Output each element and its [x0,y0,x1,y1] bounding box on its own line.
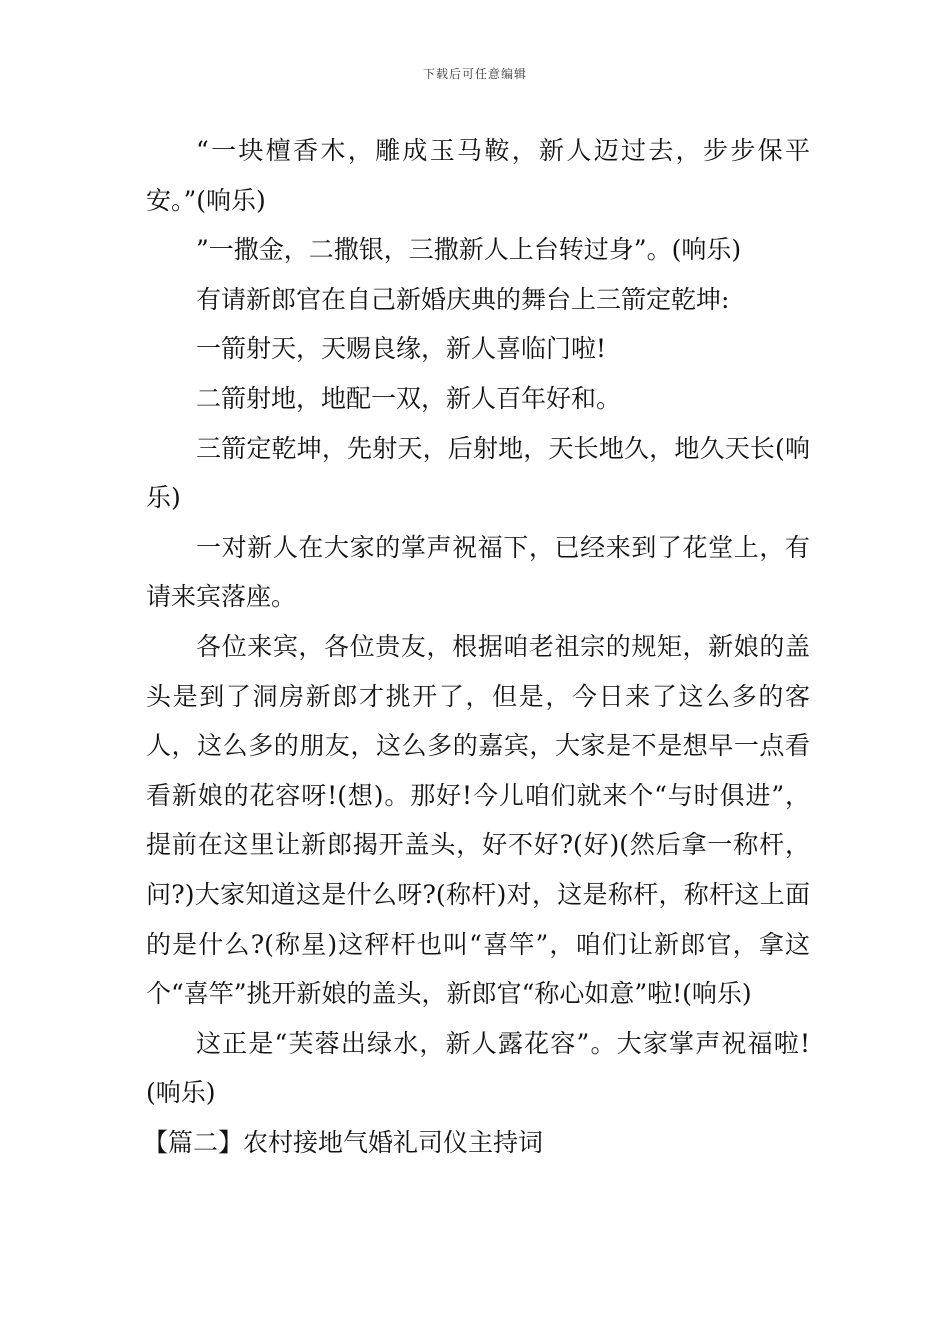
paragraph-three-arrows-intro: 有请新郎官在自己新婚庆典的舞台上三箭定乾坤: [196,284,730,314]
section-heading: 【篇二】农村接地气婚礼司仪主持词 [143,1127,544,1157]
paragraph-guests-seated: 一对新人在大家的掌声祝福下，已经来到了花堂上，有请来宾落座。 [146,532,810,612]
document-body [143,126,810,1167]
paragraph-saddle: “一块檀香木，雕成玉马鞍，新人迈过去，步步保平安。”(响乐) [146,136,810,215]
paragraph-applause: 这正是“芙蓉出绿水，新人露花容”。大家掌声祝福啦!(响乐) [146,1028,810,1108]
paragraph-veil-lifting: 各位来宾，各位贵友，根据咱老祖宗的规矩，新娘的盖头是到了洞房新郎才挑开了，但是，今日来了这么多的客人，这么多的朋友，这么多的嘉宾，大家是不是想早一点看看新娘的花容呀!(想)。那好!今儿咱们就来个“与时俱进”，提前在这里让新郎揭开盖头，好不好?(好)(然后拿一称杆，问?)大家知道这是什么呀?(称杆)对，这是称杆，称杆这上面的是什么?(称星)这秤杆也叫“喜竿”，咱们让新郎官，拿这个“喜竿”挑开新娘的盖头，新郎官“称心如意”啦!(响乐) [146,631,810,1009]
paragraph-scatter-gold: ”一撒金，二撒银，三撒新人上台转过身”。(响乐) [196,235,742,265]
page-header: 下载后可任意编辑 [422,67,527,81]
paragraph-arrow-three: 三箭定乾坤，先射天，后射地，天长地久，地久天长(响乐) [146,433,810,513]
paragraph-arrow-one: 一箭射天，天赐良缘，新人喜临门啦! [196,334,607,364]
paragraph-arrow-two: 二箭射地，地配一双，新人百年好和。 [196,383,622,413]
